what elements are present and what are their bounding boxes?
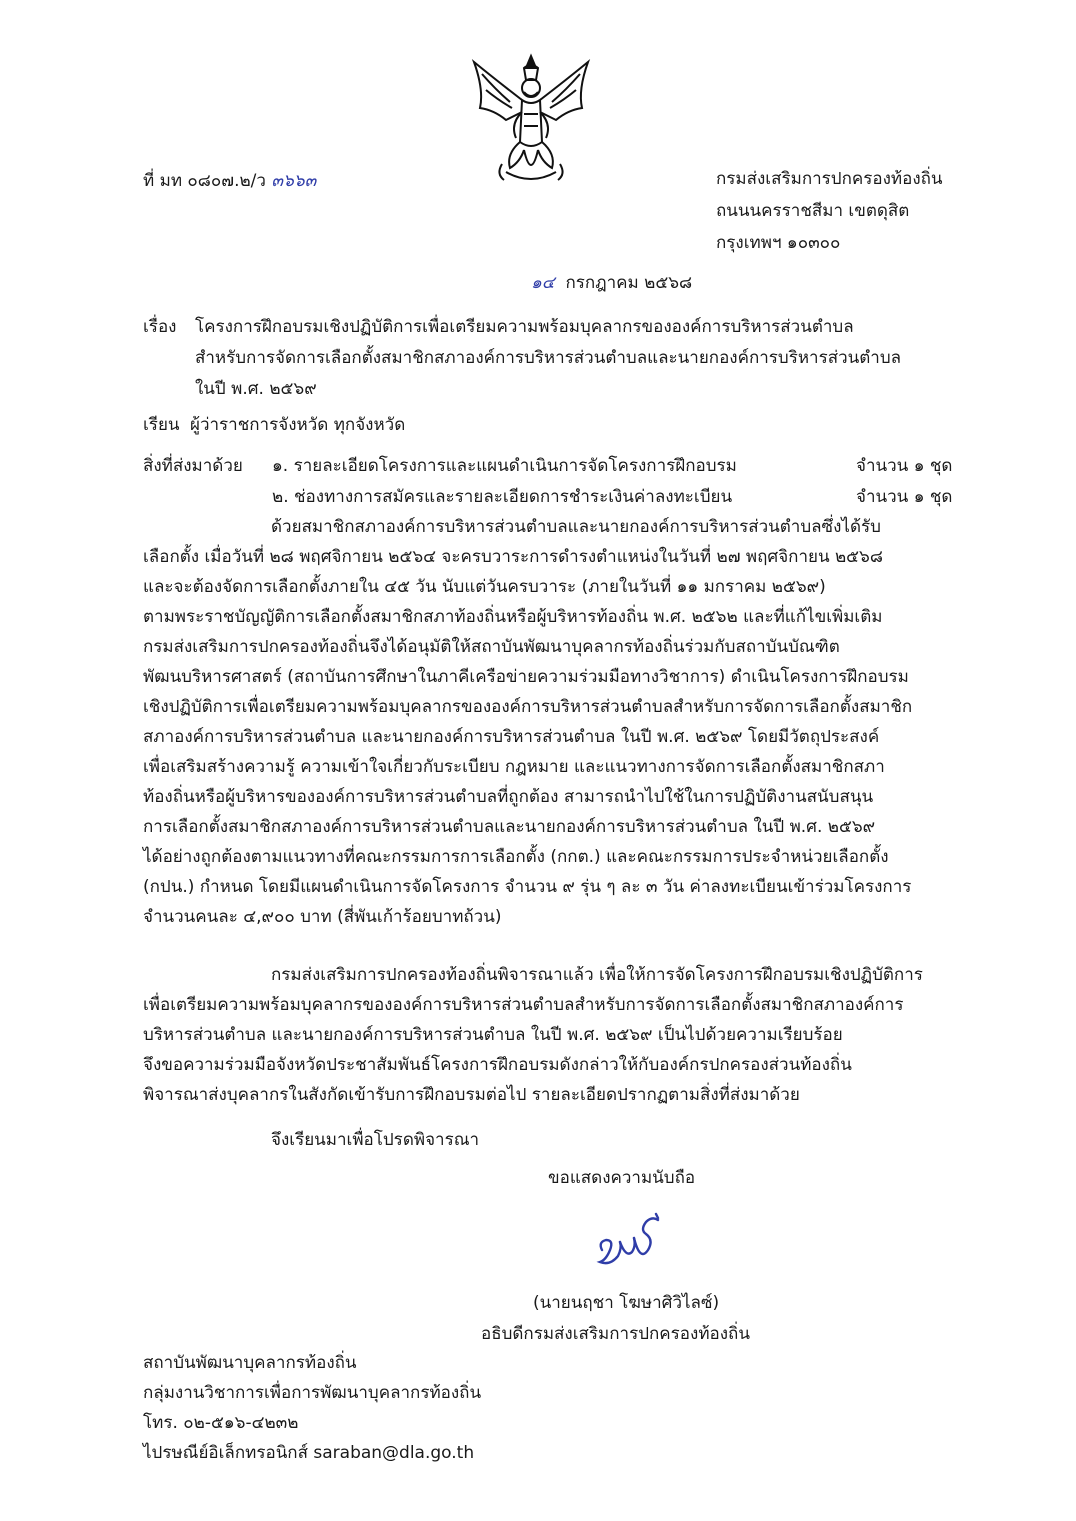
body-paragraph-1 xyxy=(143,512,961,932)
footer-line-3: โทร. ๐๒-๕๑๖-๔๒๓๒ xyxy=(143,1413,299,1433)
para2-line: จึงขอความร่วมมือจังหวัดประชาสัมพันธ์โครงการฝึกอบรมดังกล่าวให้กับองค์กรปกครองส่วนท้องถิ่น xyxy=(143,1055,852,1075)
org-name: กรมส่งเสริมการปกครองท้องถิ่น xyxy=(716,169,943,189)
subject-line-2: สำหรับการจัดการเลือกตั้งสมาชิกสภาองค์การบริหารส่วนตำบลและนายกองค์การบริหารส่วนตำบล xyxy=(195,348,902,368)
para1-line: ท้องถิ่นหรือผู้บริหารขององค์การบริหารส่วนตำบลที่ถูกต้อง สามารถนำไปใช้ในการปฏิบัติงานสนับสนุน xyxy=(143,787,874,807)
enclosure-item-1: ๑. รายละเอียดโครงการและแผนดำเนินการจัดโครงการฝึกอบรม xyxy=(272,456,737,476)
para1-line: กรมส่งเสริมการปกครองท้องถิ่นจึงได้อนุมัติให้สถาบันพัฒนาบุคลากรท้องถิ่นร่วมกับสถาบันบัณฑิต xyxy=(143,637,840,657)
reference-number-printed: ที่ มท ๐๘๐๗.๒/ว xyxy=(143,171,266,191)
enclosure-qty-1: จำนวน ๑ ชุด xyxy=(856,456,953,476)
para1-line: ตามพระราชบัญญัติการเลือกตั้งสมาชิกสภาท้องถิ่นหรือผู้บริหารท้องถิ่น พ.ศ. ๒๕๖๒ และที่แก้ไขเพิ่มเติม xyxy=(143,607,883,627)
letter-date xyxy=(531,268,692,298)
org-street: ถนนนครราชสีมา เขตดุสิต xyxy=(716,201,910,221)
subject-line-3: ในปี พ.ศ. ๒๕๖๙ xyxy=(195,379,317,399)
para2-line: พิจารณาส่งบุคลากรในสังกัดเข้ารับการฝึกอบรมต่อไป รายละเอียดปรากฏตามสิ่งที่ส่งมาด้วย xyxy=(143,1085,800,1105)
para1-line: สภาองค์การบริหารส่วนตำบล และนายกองค์การบริหารส่วนตำบล ในปี พ.ศ. ๒๕๖๙ โดยมีวัตถุประสงค์ xyxy=(143,727,880,747)
signature-icon xyxy=(596,1212,666,1272)
para1-line: และจะต้องจัดการเลือกตั้งภายใน ๔๕ วัน นับแต่วันครบวาระ (ภายในวันที่ ๑๑ มกราคม ๒๕๖๙) xyxy=(143,577,826,597)
closing-request: จึงเรียนมาเพื่อโปรดพิจารณา xyxy=(271,1130,480,1150)
subject-label: เรื่อง xyxy=(143,317,177,337)
para1-line: ได้อย่างถูกต้องตามแนวทางที่คณะกรรมการการเลือกตั้ง (กกต.) และคณะกรรมการประจำหน่วยเลือกตั้ง xyxy=(143,847,889,867)
para2-line: บริหารส่วนตำบล และนายกองค์การบริหารส่วนตำบล ในปี พ.ศ. ๒๕๖๙ เป็นไปด้วยความเรียบร้อย xyxy=(143,1025,843,1045)
signatory-name: (นายนฤชา โฆษาศิวิไลซ์) xyxy=(533,1293,720,1313)
para1-line: (กปน.) กำหนด โดยมีแผนดำเนินการจัดโครงการ จำนวน ๙ รุ่น ๆ ละ ๓ วัน ค่าลงทะเบียนเข้าร่วมโครงการ xyxy=(143,877,912,897)
para2-line: กรมส่งเสริมการปกครองท้องถิ่นพิจารณาแล้ว เพื่อให้การจัดโครงการฝึกอบรมเชิงปฏิบัติการ xyxy=(271,965,923,985)
recipient-label: เรียน xyxy=(143,415,180,435)
footer-line-4: ไปรษณีย์อิเล็กทรอนิกส์ saraban@dla.go.th xyxy=(143,1443,475,1463)
para1-line: จำนวนคนละ ๔,๙๐๐ บาท (สี่พันเก้าร้อยบาทถ้วน) xyxy=(143,907,502,927)
salutation: ขอแสดงความนับถือ xyxy=(548,1168,696,1188)
footer-line-1: สถาบันพัฒนาบุคลากรท้องถิ่น xyxy=(143,1353,357,1373)
garuda-emblem-icon xyxy=(466,50,596,190)
para1-line: เชิงปฏิบัติการเพื่อเตรียมความพร้อมบุคลากรขององค์การบริหารส่วนตำบลสำหรับการจัดการเลือกตั้งสมาชิก xyxy=(143,697,913,717)
para2-line: เพื่อเตรียมความพร้อมบุคลากรขององค์การบริหารส่วนตำบลสำหรับการจัดการเลือกตั้งสมาชิกสภาองค์การ xyxy=(143,995,904,1015)
para1-line: ด้วยสมาชิกสภาองค์การบริหารส่วนตำบลและนายกองค์การบริหารส่วนตำบลซึ่งได้รับ xyxy=(271,517,881,537)
para1-line: การเลือกตั้งสมาชิกสภาองค์การบริหารส่วนตำบลและนายกองค์การบริหารส่วนตำบล ในปี พ.ศ. ๒๕๖๙ xyxy=(143,817,876,837)
reference-number-handwritten: ๓๖๖๓ xyxy=(271,171,317,191)
date-month-year: กรกฎาคม ๒๕๖๘ xyxy=(565,273,693,293)
enclosure-item-2: ๒. ช่องทางการสมัครและรายละเอียดการชำระเงินค่าลงทะเบียน xyxy=(272,487,733,507)
para1-line: พัฒนบริหารศาสตร์ (สถาบันการศึกษาในภาคีเครือข่ายความร่วมมือทางวิชาการ) ดำเนินโครงการฝึกอบรม xyxy=(143,667,909,687)
signatory-title: อธิบดีกรมส่งเสริมการปกครองท้องถิ่น xyxy=(481,1324,750,1344)
recipient-text: ผู้ว่าราชการจังหวัด ทุกจังหวัด xyxy=(190,415,406,435)
footer-line-2: กลุ่มงานวิชาการเพื่อการพัฒนาบุคลากรท้องถิ่น xyxy=(143,1383,482,1403)
date-day-handwritten: ๑๔ xyxy=(531,273,555,293)
org-city: กรุงเทพฯ ๑๐๓๐๐ xyxy=(716,233,841,253)
enclosure-qty-2: จำนวน ๑ ชุด xyxy=(856,487,953,507)
body-paragraph-2 xyxy=(143,960,961,1110)
para1-line: เพื่อเสริมสร้างความรู้ ความเข้าใจเกี่ยวกับระเบียบ กฎหมาย และแนวทางการจัดการเลือกตั้งสมาชิกสภา xyxy=(143,757,885,777)
para1-line: เลือกตั้ง เมื่อวันที่ ๒๘ พฤศจิกายน ๒๕๖๔ จะครบวาระการดำรงตำแหน่งในวันที่ ๒๗ พฤศจิกายน ๒๕๖๘ xyxy=(143,547,883,567)
enclosures-label: สิ่งที่ส่งมาด้วย xyxy=(143,456,243,476)
subject-line-1: โครงการฝึกอบรมเชิงปฏิบัติการเพื่อเตรียมความพร้อมบุคลากรขององค์การบริหารส่วนตำบล xyxy=(195,317,854,337)
reference-number xyxy=(143,166,316,196)
